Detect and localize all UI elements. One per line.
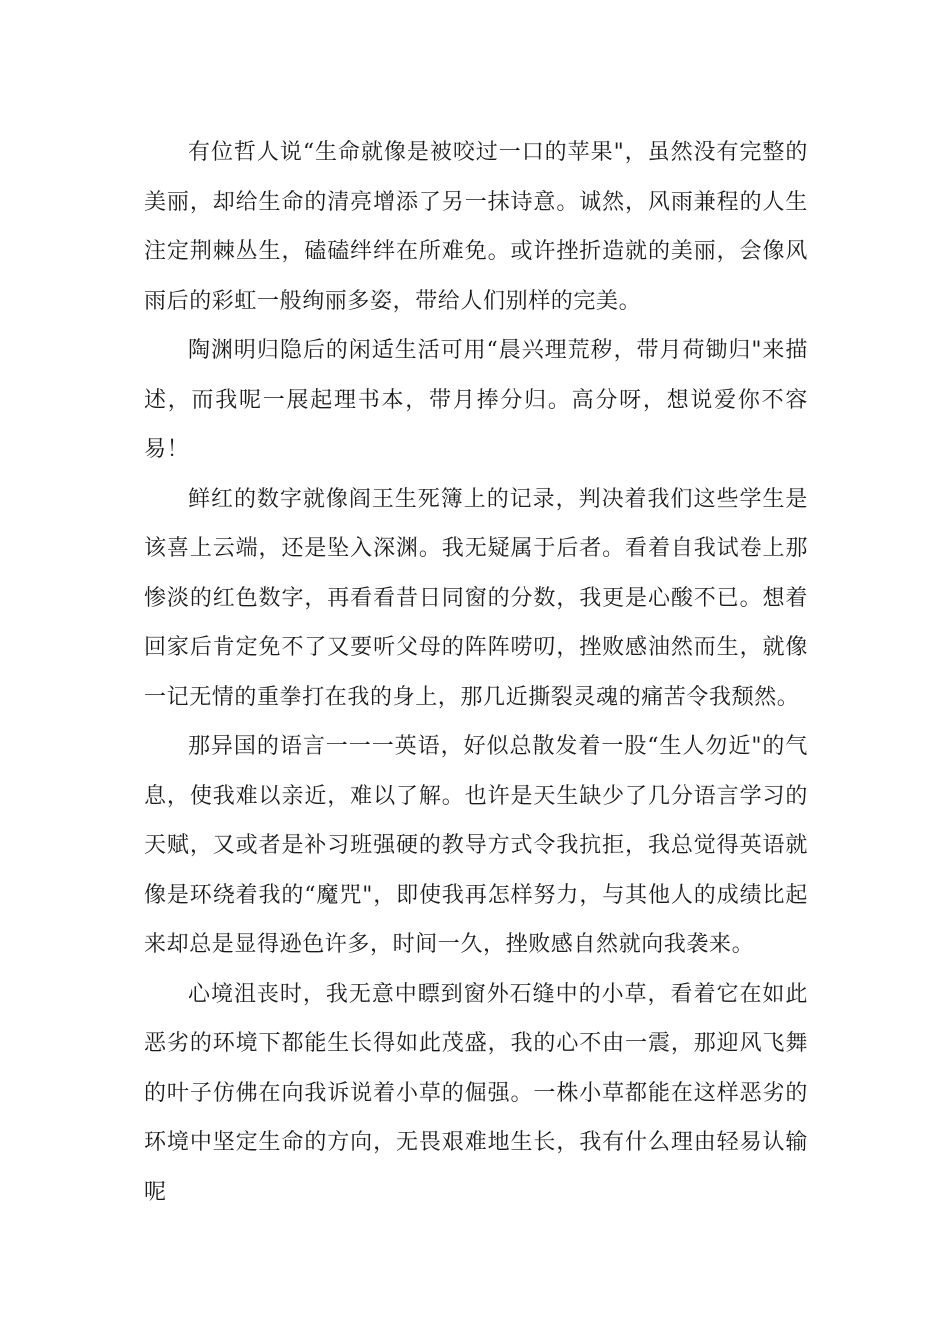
- paragraph-4: 那异国的语言一一一英语，好似总散发着一股“生人勿近"的气息，使我难以亲近，难以了解。也许是天生缺少了几分语言学习的天赋，又或者是补习班强硬的教导方式令我抗拒，我总觉得英语就像是环绕着我的“魔咒"，即使我再怎样努力，与其他人的成绩比起来却总是显得逊色许多，时间一久，挫败感自然就向我袭来。: [144, 734, 808, 957]
- paragraph-5: 心境沮丧时，我无意中瞟到窗外石缝中的小草，看着它在如此恶劣的环境下都能生长得如此茂盛，我的心不由一震，那迎风飞舞的叶子仿佛在向我诉说着小草的倔强。一株小草都能在这样恶劣的环境中坚定生命的方向，无畏艰难地生长，我有什么理由轻易认输呢: [144, 981, 808, 1205]
- paragraph-2: 陶渊明归隐后的闲适生活可用“晨兴理荒秽，带月荷锄归"来描述，而我呢一展起理书本，带月捧分归。高分呀，想说爱你不容易！: [144, 338, 808, 462]
- paragraph-3: 鲜红的数字就像阎王生死簿上的记录，判决着我们这些学生是该喜上云端，还是坠入深渊。我无疑属于后者。看着自我试卷上那惨淡的红色数字，再看看昔日同窗的分数，我更是心酸不已。想着回家后肯定免不了又要听父母的阵阵唠叨，挫败感油然而生，就像一记无情的重拳打在我的身上，那几近撕裂灵魂的痛苦令我颓然。: [144, 486, 808, 710]
- paragraph-1: 有位哲人说“生命就像是被咬过一口的苹果"，虽然没有完整的美丽，却给生命的清亮增添了另一抹诗意。诚然，风雨兼程的人生注定荆棘丛生，磕磕绊绊在所难免。或许挫折造就的美丽，会像风雨后的彩虹一般绚丽多姿，带给人们别样的完美。: [144, 140, 808, 314]
- document-body: [144, 128, 808, 1217]
